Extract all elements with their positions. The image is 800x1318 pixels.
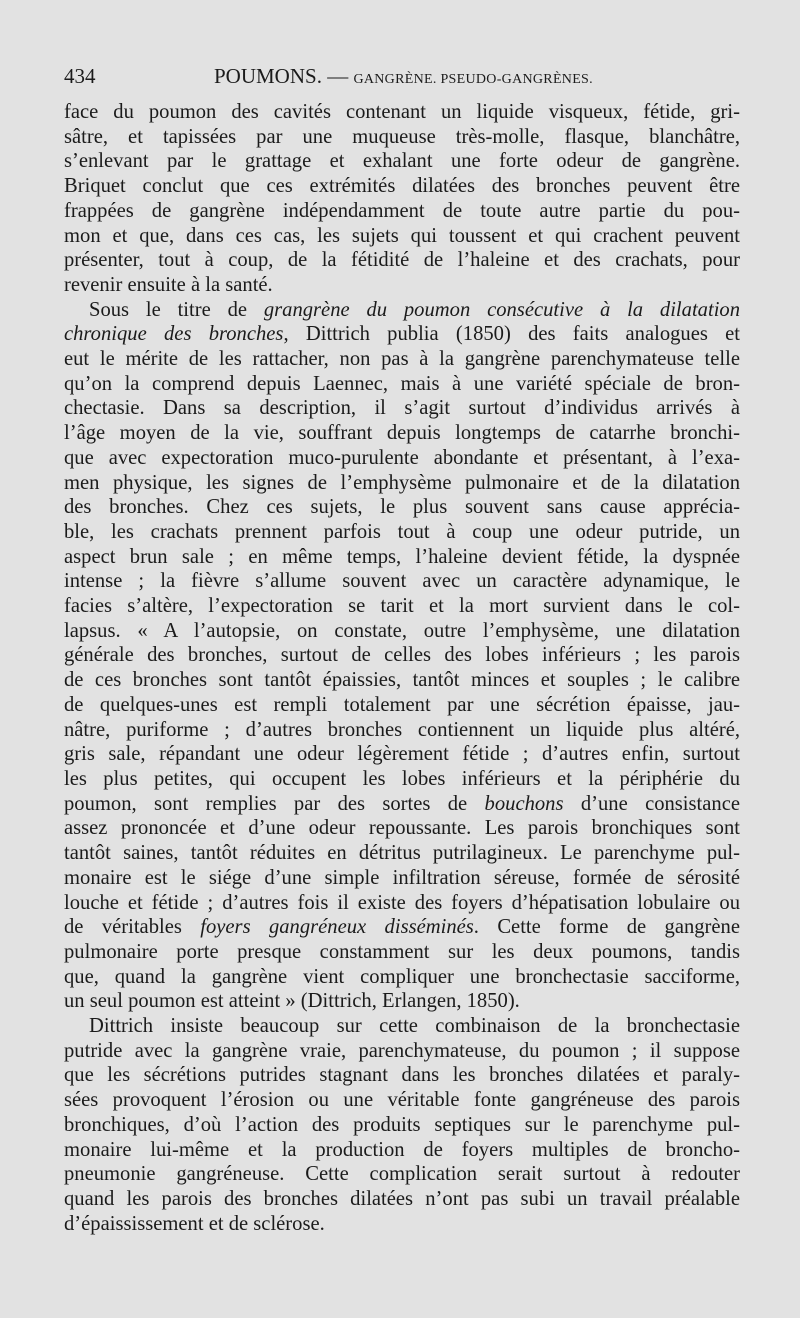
text-line: assez prononcée et d’une odeur repoussante. Les parois bronchiques sont xyxy=(64,817,740,840)
text-line: ble, les crachats prennent parfois tout à coup une odeur putride, un xyxy=(64,520,740,543)
text-line: monaire est le siége d’une simple infiltration séreuse, formée de sérosité xyxy=(64,866,740,889)
text-run: de véritables xyxy=(64,916,201,939)
text-line: pneumonie gangréneuse. Cette complication serait surtout à redouter xyxy=(64,1163,740,1186)
italic-title: chronique des bronches xyxy=(64,323,284,346)
italic-term: foyers gangréneux disséminés xyxy=(200,916,474,939)
chapter-title: POUMONS. xyxy=(214,64,322,88)
text-line: quand les parois des bronches dilatées n’ont pas subi un travail préalable xyxy=(64,1187,740,1210)
text-run: , Dittrich publia (1850) des faits analogues et xyxy=(283,323,741,346)
text-line: Dittrich insiste beaucoup sur cette combinaison de la bronchectasie xyxy=(89,1015,740,1038)
text-line: face du poumon des cavités contenant un liquide visqueux, fétide, gri- xyxy=(64,101,740,123)
text-line: sées provoquent l’érosion ou une véritable fonte gangréneuse des parois xyxy=(64,1089,740,1112)
text-line: sâtre, et tapissées par une muqueuse très-molle, flasque, blanchâtre, xyxy=(64,125,740,148)
text-line: facies s’altère, l’expectoration se tarit et la mort survient dans le col- xyxy=(64,595,740,618)
text-line: l’âge moyen de la vie, souffrant depuis longtemps de catarrhe bronchi- xyxy=(64,422,740,445)
text-line xyxy=(64,915,740,940)
text-line: louche et fétide ; d’autres fois il existe des foyers d’hépatisation lobulaire ou xyxy=(64,891,740,914)
text-line: tantôt saines, tantôt réduites en détritus putrilagineux. Le parenchyme pul- xyxy=(64,842,740,865)
text-line: nâtre, puriforme ; d’autres bronches contiennent un liquide plus altéré, xyxy=(64,718,740,741)
text-line: revenir ensuite à la santé. xyxy=(64,273,273,296)
running-header xyxy=(64,64,740,94)
text-line: aspect brun sale ; en même temps, l’haleine devient fétide, la dyspnée xyxy=(64,545,740,568)
text-line: eut le mérite de les rattacher, non pas à la gangrène parenchymateuse telle xyxy=(64,348,740,371)
italic-term: bouchons xyxy=(484,792,564,815)
text-run: . Cette forme de gangrène xyxy=(473,916,740,939)
running-title xyxy=(214,64,593,89)
paragraph-1 xyxy=(64,100,740,298)
text-line: pulmonaire porte presque constamment sur les deux poumons, tandis xyxy=(64,940,740,963)
text-run: d’une consistance xyxy=(563,792,740,815)
text-line: mon et que, dans ces cas, les sujets qui toussent et qui crachent peuvent xyxy=(64,224,740,247)
text-line: un seul poumon est atteint » (Dittrich, Erlangen, 1850). xyxy=(64,990,520,1013)
italic-title: grangrène du poumon consécutive à la dilatation xyxy=(263,298,741,321)
text-line: des bronches. Chez ces sujets, le plus souvent sans cause apprécia- xyxy=(64,496,740,519)
text-line xyxy=(64,792,740,817)
text-line: men physique, les signes de l’emphysème pulmonaire et de la dilatation xyxy=(64,471,740,494)
text-line: qu’on la comprend depuis Laennec, mais à une variété spéciale de bron- xyxy=(64,372,740,395)
text-line: d’épaississement et de sclérose. xyxy=(64,1212,325,1235)
text-line: putride avec la gangrène vraie, parenchymateuse, du poumon ; il suppose xyxy=(64,1039,740,1062)
text-line: que avec expectoration muco-purulente abondante et présentant, à l’exa- xyxy=(64,446,740,469)
text-line: frappées de gangrène indépendamment de toute autre partie du pou- xyxy=(64,199,740,222)
paragraph-3 xyxy=(64,1014,740,1236)
text-line: que les sécrétions putrides stagnant dans les bronches dilatées et paraly- xyxy=(64,1064,740,1087)
text-line: intense ; la fièvre s’allume souvent avec un caractère adynamique, le xyxy=(64,570,740,593)
page-body xyxy=(64,100,740,1236)
text-line: de ces bronches sont tantôt épaissies, tantôt minces et souples ; le calibre xyxy=(64,669,740,692)
text-line: bronchiques, d’où l’action des produits septiques sur le parenchyme pul- xyxy=(64,1113,740,1136)
text-run: poumon, sont remplies par des sortes de xyxy=(64,792,485,815)
header-dash: — xyxy=(327,64,349,88)
text-line: chectasie. Dans sa description, il s’agit surtout d’individus arrivés à xyxy=(64,397,740,420)
text-line: monaire lui-même et la production de foyers multiples de broncho- xyxy=(64,1138,740,1161)
text-line xyxy=(64,322,740,347)
text-run: Sous le titre de xyxy=(89,298,264,321)
chapter-subtitle: GANGRÈNE. PSEUDO-GANGRÈNES. xyxy=(353,72,593,87)
text-line: gris sale, répandant une odeur légèrement fétide ; d’autres enfin, surtout xyxy=(64,743,740,766)
text-line: générale des bronches, surtout de celles des lobes inférieurs ; les parois xyxy=(64,644,740,667)
text-line: Briquet conclut que ces extrémités dilatées des bronches peuvent être xyxy=(64,175,740,198)
text-line: de quelques-unes est rempli totalement par une sécrétion épaisse, jau- xyxy=(64,693,740,716)
text-line: s’enlevant par le grattage et exhalant une forte odeur de gangrène. xyxy=(64,150,740,173)
text-line: présenter, tout à coup, de la fétidité de l’haleine et des crachats, pour xyxy=(64,249,740,272)
text-line xyxy=(64,298,740,323)
text-line: que, quand la gangrène vient compliquer une bronchectasie sacciforme, xyxy=(64,965,740,988)
text-line: les plus petites, qui occupent les lobes inférieurs et la périphérie du xyxy=(64,767,740,790)
paragraph-2 xyxy=(64,298,740,1014)
page-number: 434 xyxy=(64,64,96,88)
text-line: lapsus. « A l’autopsie, on constate, outre l’emphysème, une dilatation xyxy=(64,619,740,642)
